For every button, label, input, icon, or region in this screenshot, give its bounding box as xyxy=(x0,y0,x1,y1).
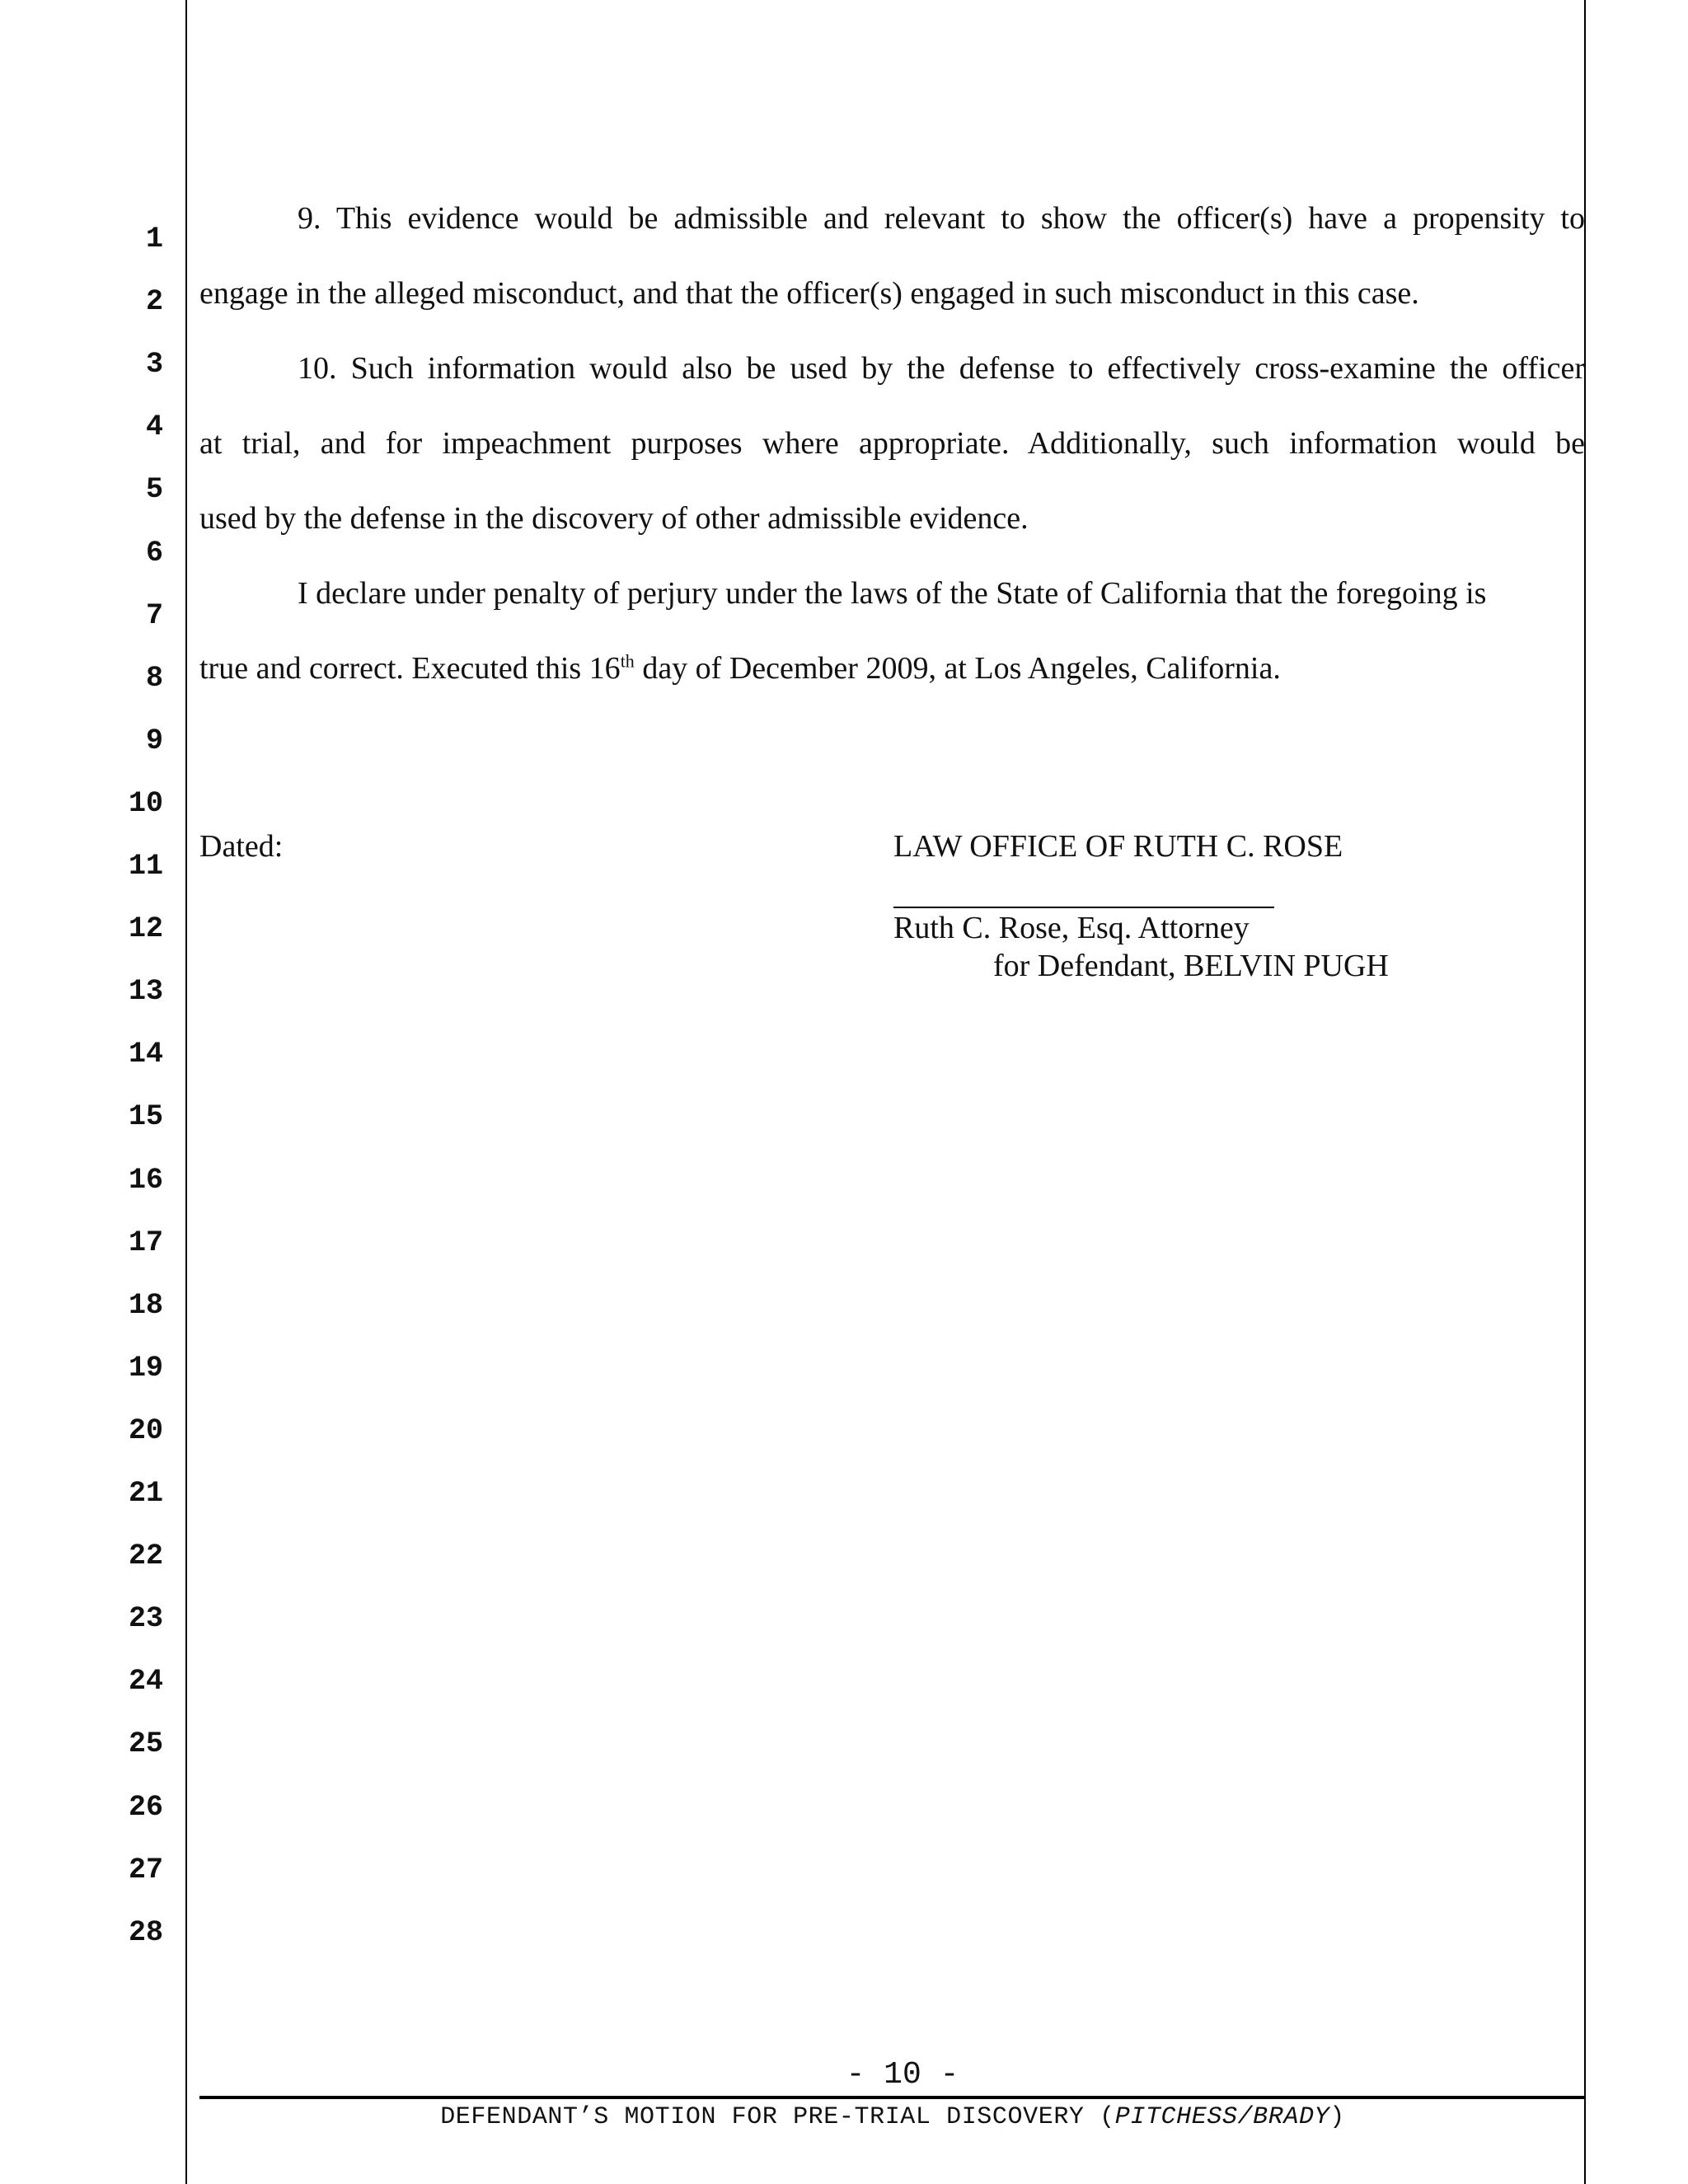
line-number: 20 xyxy=(128,1414,163,1447)
line-number: 8 xyxy=(145,662,163,695)
line-number: 9 xyxy=(145,724,163,757)
line-number: 11 xyxy=(128,850,163,883)
paragraph-10-line-3: used by the defense in the discovery of other admissible evidence. xyxy=(199,501,1029,536)
line-number: 13 xyxy=(128,975,163,1008)
law-firm-name: LAW OFFICE OF RUTH C. ROSE xyxy=(893,829,1343,864)
line-number: 22 xyxy=(128,1540,163,1572)
line-number: 27 xyxy=(128,1854,163,1886)
paragraph-10-line-1: 10. Such information would also be used by the defense to effectively cross-examine the officer xyxy=(298,351,1585,386)
line-number: 3 xyxy=(145,348,163,381)
footer-title xyxy=(199,2102,1586,2132)
line-number: 28 xyxy=(128,1916,163,1949)
line-number: 17 xyxy=(128,1226,163,1259)
line-number: 12 xyxy=(128,912,163,945)
footer-title-italic: PITCHESS/BRADY xyxy=(1114,2103,1330,2131)
footer-rule xyxy=(199,2096,1586,2099)
footer-title-prefix: DEFENDANT’S MOTION FOR PRE-TRIAL DISCOVERY ( xyxy=(440,2103,1115,2131)
line-number: 6 xyxy=(145,537,163,569)
line-number: 18 xyxy=(128,1289,163,1322)
left-margin-rule xyxy=(185,0,187,2184)
line-number: 19 xyxy=(128,1352,163,1385)
line-number: 14 xyxy=(128,1038,163,1071)
paragraph-9-line-1: 9. This evidence would be admissible and relevant to show the officer(s) have a propensity to xyxy=(298,201,1585,236)
right-margin-rule xyxy=(1584,0,1586,2184)
declaration-text-end: day of December 2009, at Los Angeles, California. xyxy=(634,651,1281,686)
attorney-name: Ruth C. Rose, Esq. Attorney xyxy=(893,911,1250,945)
line-number: 26 xyxy=(128,1791,163,1824)
dated-label: Dated: xyxy=(199,829,284,864)
line-number: 1 xyxy=(145,223,163,255)
paragraph-9-line-2: engage in the alleged misconduct, and that the officer(s) engaged in such misconduct in this case. xyxy=(199,276,1419,311)
footer-title-suffix: ) xyxy=(1329,2103,1345,2131)
line-number: 10 xyxy=(128,787,163,820)
line-number: 4 xyxy=(145,410,163,443)
paragraph-10-line-2: at trial, and for impeachment purposes where appropriate. Additionally, such information would be xyxy=(199,426,1585,461)
ordinal-suffix: th xyxy=(620,650,635,672)
line-number: 5 xyxy=(145,473,163,506)
signature-line xyxy=(893,907,1274,908)
declaration-text-start: true and correct. Executed this 16 xyxy=(199,651,621,686)
line-number: 21 xyxy=(128,1477,163,1510)
line-number: 2 xyxy=(145,285,163,318)
declaration-line-2 xyxy=(199,649,1281,687)
line-number: 24 xyxy=(128,1665,163,1698)
line-number: 7 xyxy=(145,599,163,632)
line-number: 15 xyxy=(128,1100,163,1133)
line-number: 25 xyxy=(128,1727,163,1760)
line-number: 23 xyxy=(128,1602,163,1635)
line-number: 16 xyxy=(128,1164,163,1197)
attorney-role: for Defendant, BELVIN PUGH xyxy=(993,949,1389,983)
declaration-line-1: I declare under penalty of perjury under the laws of the State of California that the foregoing is xyxy=(298,576,1487,611)
page-number: - 10 - xyxy=(846,2057,959,2093)
